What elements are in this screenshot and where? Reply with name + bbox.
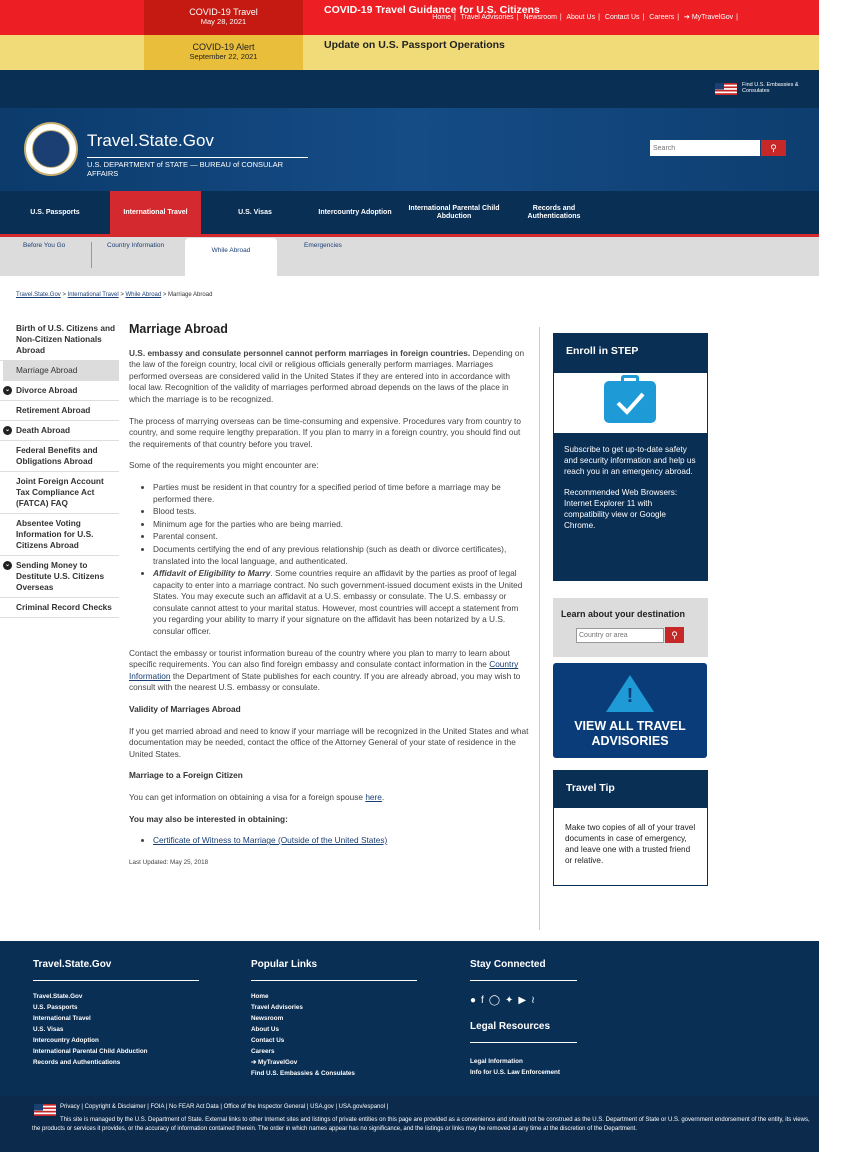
page-title: Marriage Abroad (129, 322, 228, 336)
top-link-careers[interactable]: Careers (649, 14, 675, 21)
footer-link[interactable]: Legal Information (470, 1058, 523, 1065)
certificate-witness-link[interactable]: Certificate of Witness to Marriage (Outside of the United States) (153, 835, 388, 846)
site-title[interactable]: Travel.State.Gov (87, 131, 214, 150)
last-updated: Last Updated: May 25, 2018 (129, 858, 209, 866)
footer-link[interactable]: Travel Advisories (251, 1004, 303, 1011)
sidebar-item-sending-money[interactable]: ⌄ Sending Money to Destitute U.S. Citizens Overseas (0, 556, 119, 598)
nav-passports[interactable]: U.S. Passports (30, 208, 80, 216)
utility-links: Home | Travel Advisories | Newsroom | About Us | Contact Us | Careers | ➔ MyTravelGov | (432, 14, 738, 21)
login-icon: ➔ (251, 1059, 257, 1066)
footer-link[interactable]: ➔ MyTravelGov (251, 1059, 298, 1066)
sidebar-item-divorce[interactable]: ⌄ Divorce Abroad (0, 381, 119, 401)
alert-label: COVID-19 Travel May 28, 2021 (144, 0, 303, 35)
footer-links-site (33, 991, 148, 1068)
country-information-link[interactable]: Country Information (129, 659, 519, 681)
top-link-contact[interactable]: Contact Us (604, 14, 640, 21)
nav-child-abduction[interactable]: International Parental Child Abduction (408, 204, 500, 220)
sidebar-item-birth[interactable]: Birth of U.S. Citizens and Non-Citizen Nationals Abroad (0, 319, 119, 361)
sidebar (0, 319, 119, 618)
subnav-country-information[interactable]: Country Information (107, 242, 165, 249)
top-link-newsroom[interactable]: Newsroom (523, 14, 557, 21)
search-icon: ⚲ (770, 143, 777, 153)
utility-bar (0, 70, 819, 108)
top-link-mytravelgov[interactable]: MyTravelGov (691, 14, 734, 21)
footer-link[interactable]: International Travel (33, 1015, 91, 1022)
footer-link[interactable]: Find U.S. Embassies & Consulates (251, 1070, 355, 1077)
country-search-button[interactable] (665, 627, 684, 643)
footer-link[interactable]: About Us (251, 1026, 279, 1033)
list-item: • Parties must be resident in that country for a specified period of time before a marriage may be performed there. (153, 482, 529, 505)
privacy-links[interactable]: Privacy | Copyright & Disclaimer | FOIA | No FEAR Act Data | Office of the Inspector General | USA.gov | USA.gov/espanol | (60, 1104, 389, 1110)
breadcrumb-link[interactable]: International Travel (67, 292, 119, 298)
breadcrumb: Travel.State.Gov > International Travel > While Abroad > Marriage Abroad (16, 292, 213, 298)
sidebar-item-voting[interactable]: Absentee Voting Information for U.S. Citizens Abroad (0, 514, 119, 556)
footer-link[interactable]: Intercountry Adoption (33, 1037, 99, 1044)
foreign-citizen-heading: Marriage to a Foreign Citizen (129, 770, 243, 781)
top-link-home[interactable]: Home (432, 14, 451, 21)
sidebar-item-criminal-record[interactable]: Criminal Record Checks (0, 598, 119, 618)
search-input[interactable] (650, 140, 760, 156)
process-paragraph: The process of marrying overseas can be time-consuming and expensive. Procedures vary from country to country, and some require lengthy preparation. If you plan to marry in a foreign country, you should find out the requirements of that country before you travel. (129, 415, 521, 449)
footer-link[interactable]: U.S. Passports (33, 1004, 78, 1011)
footer-col-title: Stay Connected (470, 959, 546, 970)
step-title[interactable]: Enroll in STEP (553, 333, 708, 373)
list-item: • Affidavit of Eligibility to Marry. Some countries require an affidavit by the parties as proof of legal capacity to enter into a marriage contract. No such government-issued document exists in the United States. You may execute such an affidavit at a U.S. embassy or consulate. The U.S. embassy or consulate cannot attest to your marital status. However, most countries will accept a statement from you regarding your ability to marry if your signature on the affidavit has been notarized by a U.S. consular officer. (153, 568, 529, 638)
login-icon: ➔ (683, 14, 690, 21)
social-icons (470, 995, 540, 1006)
chevron-down-icon: ⌄ (4, 387, 11, 393)
find-embassies-link[interactable]: Find U.S. Embassies & Consulates (742, 82, 799, 94)
step-description[interactable]: Subscribe to get up-to-date safety and security information and help us reach you in an emergency abroad. Recommended Web Browsers: Internet Explorer 11 with compatibility view or Google Chrome. (553, 433, 708, 581)
footer-link[interactable]: Careers (251, 1048, 275, 1055)
requirements-list (153, 482, 529, 638)
breadcrumb-link[interactable]: Travel.State.Gov (16, 292, 61, 298)
divider (470, 1042, 577, 1043)
footer-links-legal (470, 1056, 560, 1078)
main-nav (0, 191, 819, 234)
validity-paragraph: If you get married abroad and need to know if your marriage will be recognized in the United States and what documentation may be needed, contact the office of the Attorney General of your state of residence in the United States. (129, 725, 529, 759)
footer-link[interactable]: Contact Us (251, 1037, 285, 1044)
advisories-label: VIEW ALL TRAVEL ADVISORIES (574, 719, 686, 748)
footer-col-title: Travel.State.Gov (33, 959, 112, 970)
nav-records[interactable]: Records and Authentications (527, 204, 581, 220)
search-button[interactable] (761, 140, 786, 156)
list-item: • Minimum age for the parties who are being married. (153, 519, 529, 531)
twitter-icon[interactable]: ✦ (505, 995, 519, 1006)
visa-paragraph: You can get information on obtaining a visa for a foreign spouse here. (129, 792, 385, 802)
state-department-seal[interactable] (24, 122, 78, 176)
legal-resources-title: Legal Resources (470, 1021, 551, 1032)
sidebar-item-retirement[interactable]: Retirement Abroad (0, 401, 119, 421)
chat-icon[interactable]: ● (470, 995, 482, 1006)
top-link-advisories[interactable]: Travel Advisories (460, 14, 514, 21)
search-icon: ⚲ (671, 630, 678, 640)
travel-tip-text: Make two copies of all of your travel documents in case of emergency, and leave one with a trusted friend or relative. (553, 808, 708, 886)
alert-message-link[interactable]: COVID-19 Travel Guidance for U.S. Citizens (324, 4, 540, 16)
intro-paragraph: U.S. embassy and consulate personnel cannot perform marriages in foreign countries. Depending on the law of the foreign country, local civil or religious officials generally perform marriages. Marriages performed overseas are considered valid in the United States if they are entered into in accordance with local law. Recognition of the validity of marriages performed abroad depends on the laws of the place in which the marriage is to be recognized. (129, 347, 525, 404)
exclamation-icon: ! (626, 685, 634, 707)
rss-icon[interactable]: ≀ (531, 995, 540, 1006)
list-item: • Documents certifying the end of any previous relationship (such as death or divorce certificates), translated into the local language, and authenticated. (153, 544, 529, 567)
sidebar-item-fatca[interactable]: Joint Foreign Account Tax Compliance Act (FATCA) FAQ (0, 472, 119, 514)
instagram-icon[interactable]: ◯ (488, 995, 506, 1006)
nav-visas[interactable]: U.S. Visas (238, 208, 272, 216)
visa-here-link[interactable]: here (365, 792, 382, 802)
chevron-down-icon: ⌄ (4, 562, 11, 568)
sidebar-item-death[interactable]: ⌄ Death Abroad (0, 421, 119, 441)
us-flag-icon (715, 83, 737, 95)
divider (33, 980, 199, 981)
nav-adoption[interactable]: Intercountry Adoption (318, 208, 392, 216)
main-content (129, 324, 529, 868)
footer-link[interactable]: Info for U.S. Law Enforcement (470, 1069, 560, 1076)
sidebar-item-benefits[interactable]: Federal Benefits and Obligations Abroad (0, 441, 119, 472)
nav-international-travel[interactable]: International Travel (110, 191, 201, 234)
footer-links-popular (251, 991, 355, 1079)
alert-label: COVID-19 Alert September 22, 2021 (144, 35, 303, 70)
requirements-intro: Some of the requirements you might encounter are: (129, 460, 319, 471)
footer-link[interactable]: Travel.State.Gov (33, 993, 83, 1000)
footer-col-title: Popular Links (251, 959, 318, 970)
country-input[interactable] (576, 628, 664, 643)
subnav-while-abroad[interactable]: While Abroad (185, 238, 277, 278)
divider (470, 980, 577, 981)
breadcrumb-link[interactable]: While Abroad (125, 292, 162, 298)
divider (91, 242, 92, 268)
breadcrumb-current: Marriage Abroad (168, 292, 213, 298)
list-item: • Parental consent. (153, 531, 529, 543)
footer-link[interactable]: Records and Authentications (33, 1059, 121, 1066)
also-interested-heading: You may also be interested in obtaining: (129, 813, 288, 824)
footer-link[interactable]: International Parental Child Abduction (33, 1048, 148, 1055)
destination-title: Learn about your destination (561, 609, 686, 619)
briefcase-check-icon (604, 381, 656, 423)
divider (251, 980, 417, 981)
sidebar-item-marriage[interactable]: Marriage Abroad (3, 361, 119, 381)
top-link-about[interactable]: About Us (566, 14, 596, 21)
youtube-icon[interactable]: ▶ (518, 995, 532, 1006)
validity-heading: Validity of Marriages Abroad (129, 704, 241, 715)
facebook-icon[interactable]: f (481, 995, 489, 1006)
travel-tip-title: Travel Tip (553, 770, 708, 808)
chevron-down-icon: ⌄ (4, 427, 11, 433)
site-subtitle: U.S. DEPARTMENT of STATE — BUREAU of CONSULAR AFFAIRS (87, 157, 308, 178)
site-disclaimer: This site is managed by the U.S. Department of State. External links to other Internet sites and listings of private entities on this page are provided as a convenience and should not be construed as the U.S. Department of State or U.S. government endorsement of the entity, its views, the products or services it provides, or the accuracy of information contained therein. The order in which names appear has no significance, and the listings or links may be removed at any time at the discretion of the Department. (32, 1117, 810, 1132)
list-item: • Blood tests. (153, 506, 529, 518)
list-item (153, 835, 529, 847)
divider (539, 327, 540, 930)
footer-link[interactable]: Home (251, 993, 269, 1000)
footer-link[interactable]: U.S. Visas (33, 1026, 64, 1033)
contact-paragraph: Contact the embassy or tourist information bureau of the country where you plan to marry to learn about specific requirements. You can also find foreign embassy and consulate contact information in the Country Information the Department of State publishes for each country. If you are already abroad, you may wish to consult with the nearest U.S. embassy or consulate. (129, 647, 521, 693)
us-flag-icon (34, 1104, 56, 1116)
footer-link[interactable]: Newsroom (251, 1015, 284, 1022)
related-list (153, 835, 529, 847)
alert-message-link[interactable]: Update on U.S. Passport Operations (324, 39, 505, 51)
covid-alert[interactable] (0, 35, 819, 70)
subnav-before-you-go[interactable]: Before You Go (23, 242, 66, 249)
subnav-emergencies[interactable]: Emergencies (304, 242, 342, 249)
sub-nav (0, 237, 819, 276)
